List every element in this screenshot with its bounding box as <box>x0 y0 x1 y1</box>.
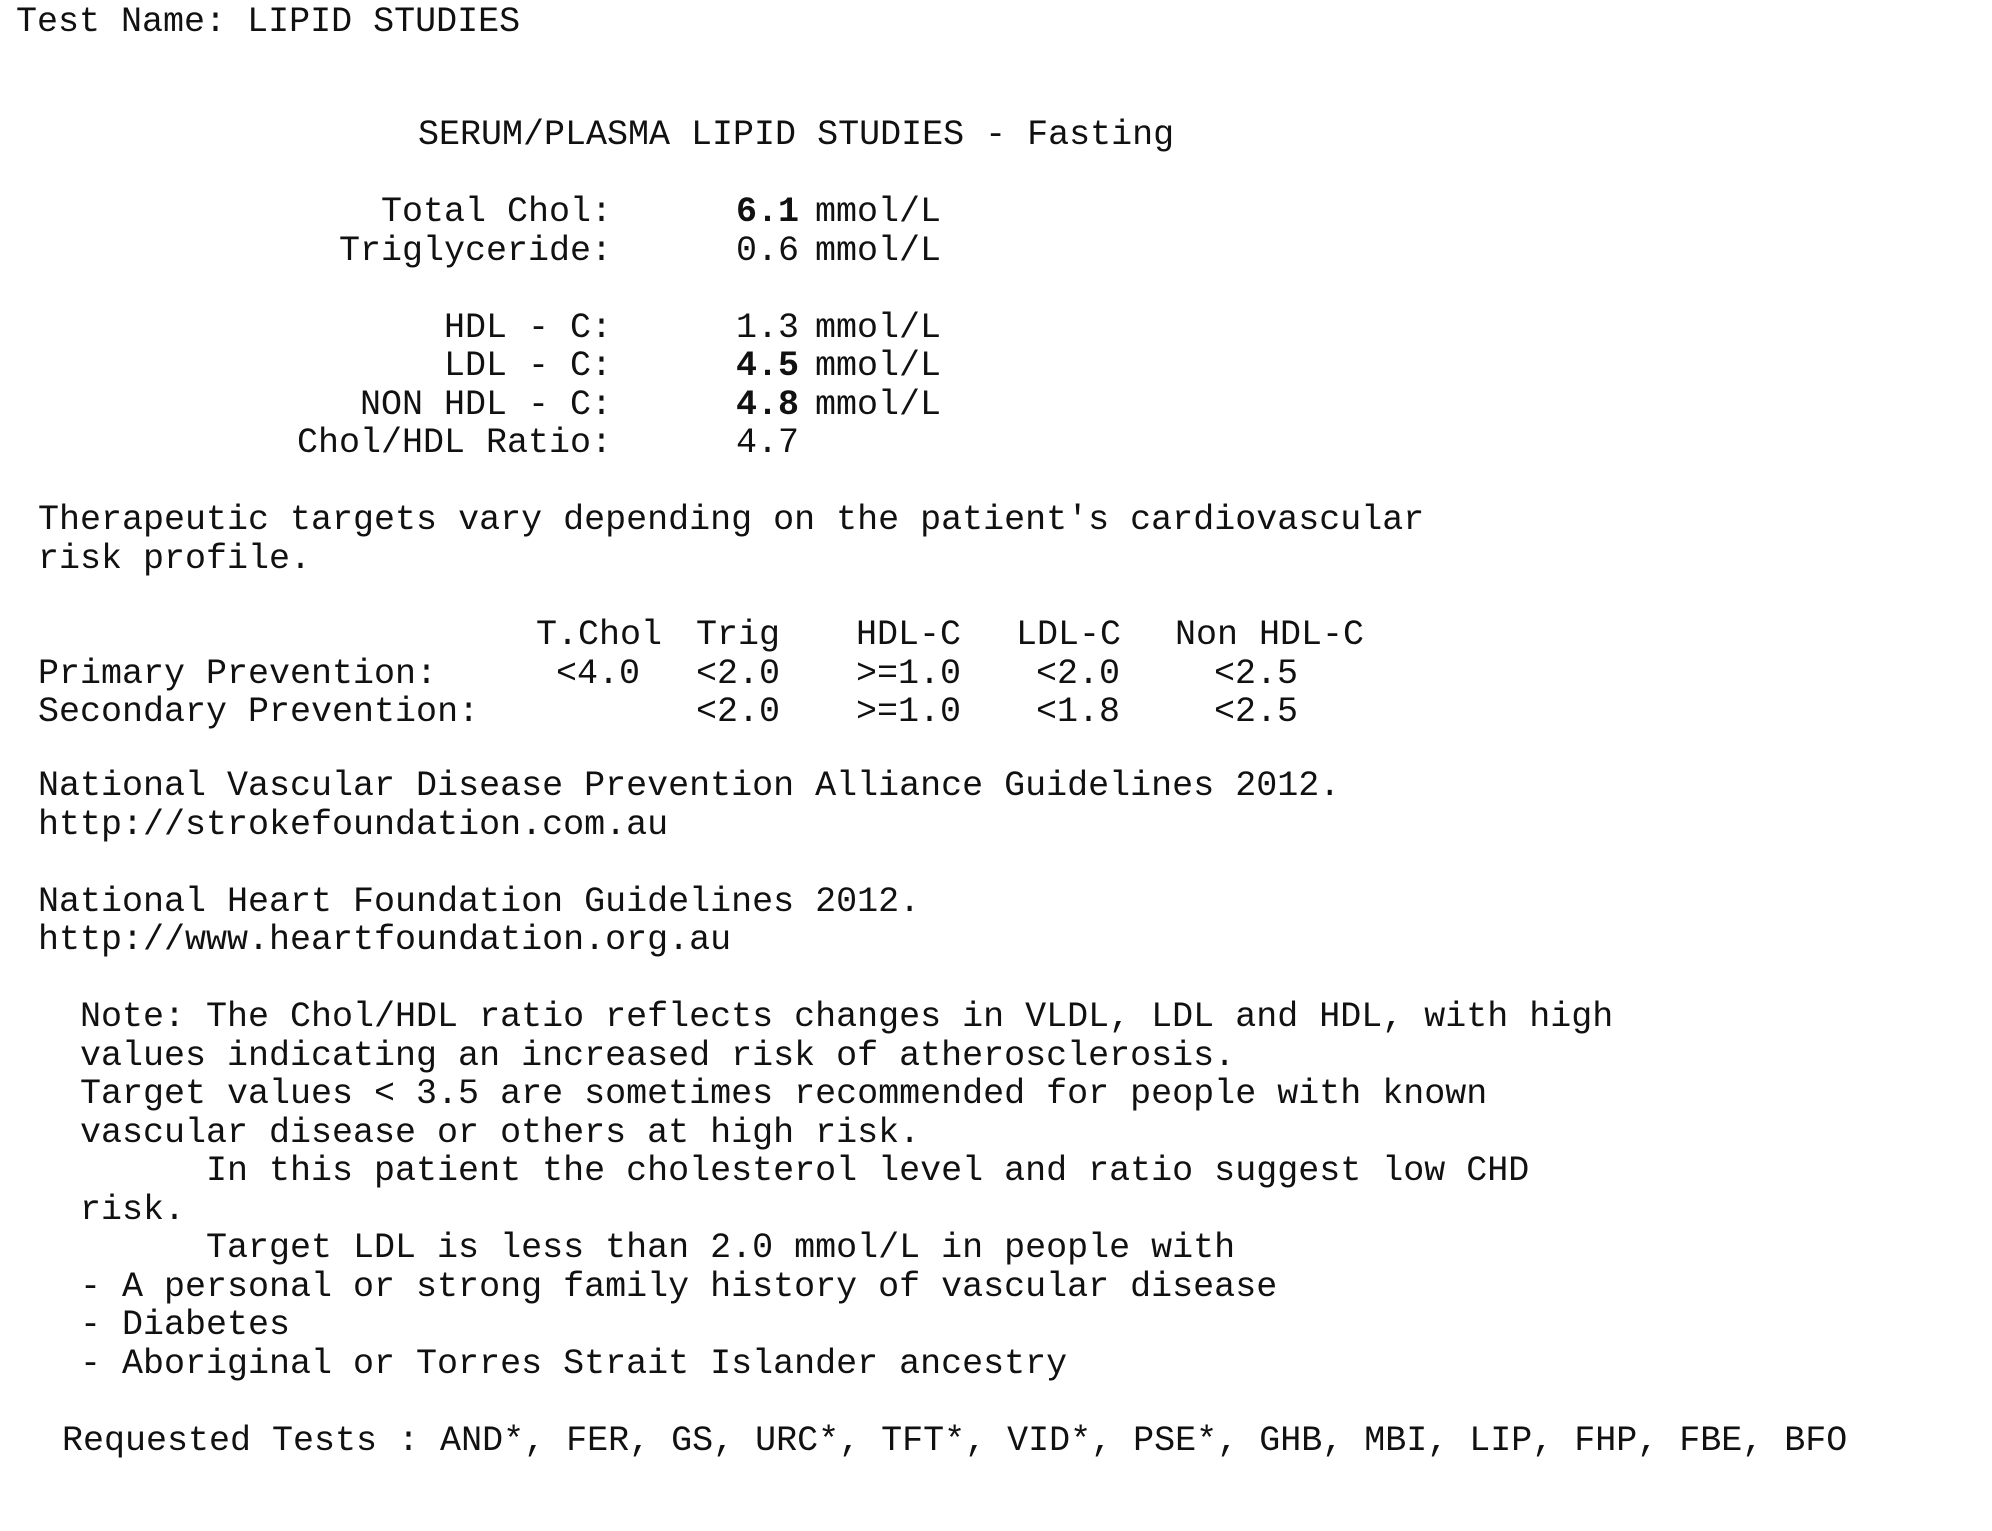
note-line-4: vascular disease or others at high risk. <box>80 1113 921 1153</box>
note-line-1: Note: The Chol/HDL ratio reflects changes in VLDL, LDL and HDL, with high <box>80 997 1614 1037</box>
result-label-ldl: LDL - C: <box>443 346 612 386</box>
reference-title-nvdpa: National Vascular Disease Prevention Alliance Guidelines 2012. <box>38 766 1341 806</box>
note-line-6: risk. <box>80 1190 186 1230</box>
targets-secondary-trig: <2.0 <box>696 692 781 732</box>
targets-primary-ldl: <2.0 <box>1036 654 1121 694</box>
result-value-non-hdl: 4.8 <box>736 385 800 425</box>
targets-intro-line-1: Therapeutic targets vary depending on the patient's cardiovascular <box>38 500 1425 540</box>
targets-primary-hdl: >=1.0 <box>856 654 962 694</box>
result-unit-non-hdl: mmol/L <box>815 385 942 425</box>
test-name-value: LIPID STUDIES <box>247 2 521 42</box>
targets-intro-line-2: risk profile. <box>38 539 312 579</box>
targets-col-ldl: LDL-C <box>1016 615 1122 655</box>
test-name-line <box>16 2 520 42</box>
note-line-10: - Aboriginal or Torres Strait Islander ancestry <box>80 1344 1068 1384</box>
result-label-chol-hdl-ratio: Chol/HDL Ratio: <box>296 423 612 463</box>
reference-title-nhf: National Heart Foundation Guidelines 2012. <box>38 882 921 922</box>
note-line-8: - A personal or strong family history of vascular disease <box>80 1267 1278 1307</box>
note-line-9: - Diabetes <box>80 1305 291 1345</box>
note-line-3: Target values < 3.5 are sometimes recommended for people with known <box>80 1074 1488 1114</box>
note-line-2: values indicating an increased risk of atherosclerosis. <box>80 1036 1236 1076</box>
targets-secondary-non-hdl: <2.5 <box>1214 692 1299 732</box>
targets-primary-trig: <2.0 <box>696 654 781 694</box>
result-value-hdl: 1.3 <box>736 308 800 348</box>
result-unit-triglyceride: mmol/L <box>815 231 942 271</box>
reference-url-nhf: http://www.heartfoundation.org.au <box>38 920 732 960</box>
result-value-triglyceride: 0.6 <box>736 231 800 271</box>
result-value-ldl: 4.5 <box>736 346 800 386</box>
reference-url-nvdpa: http://strokefoundation.com.au <box>38 805 669 845</box>
result-unit-ldl: mmol/L <box>815 346 942 386</box>
result-unit-hdl: mmol/L <box>815 308 942 348</box>
targets-row-label-primary: Primary Prevention: <box>38 654 438 694</box>
result-label-total-chol: Total Chol: <box>380 192 612 232</box>
note-line-7: Target LDL is less than 2.0 mmol/L in people with <box>80 1228 1236 1268</box>
result-label-non-hdl: NON HDL - C: <box>359 385 612 425</box>
requested-tests: Requested Tests : AND*, FER, GS, URC*, TFT*, VID*, PSE*, GHB, MBI, LIP, FHP, FBE, BFO <box>62 1421 1848 1461</box>
targets-row-label-secondary: Secondary Prevention: <box>38 692 480 732</box>
targets-primary-non-hdl: <2.5 <box>1214 654 1299 694</box>
result-unit-total-chol: mmol/L <box>815 192 942 232</box>
result-value-total-chol: 6.1 <box>736 192 800 232</box>
targets-col-hdl: HDL-C <box>856 615 962 655</box>
targets-col-non-hdl: Non HDL-C <box>1175 615 1365 655</box>
targets-secondary-hdl: >=1.0 <box>856 692 962 732</box>
targets-col-trig: Trig <box>696 615 781 655</box>
result-label-triglyceride: Triglyceride: <box>338 231 612 271</box>
targets-secondary-ldl: <1.8 <box>1036 692 1121 732</box>
result-value-chol-hdl-ratio: 4.7 <box>736 423 800 463</box>
result-label-hdl: HDL - C: <box>443 308 612 348</box>
test-name-label: Test Name: <box>16 2 227 42</box>
section-title: SERUM/PLASMA LIPID STUDIES - Fasting <box>418 115 1175 155</box>
note-line-5: In this patient the cholesterol level and ratio suggest low CHD <box>80 1151 1530 1191</box>
targets-primary-tchol: <4.0 <box>556 654 641 694</box>
targets-col-tchol: T.Chol <box>536 615 663 655</box>
